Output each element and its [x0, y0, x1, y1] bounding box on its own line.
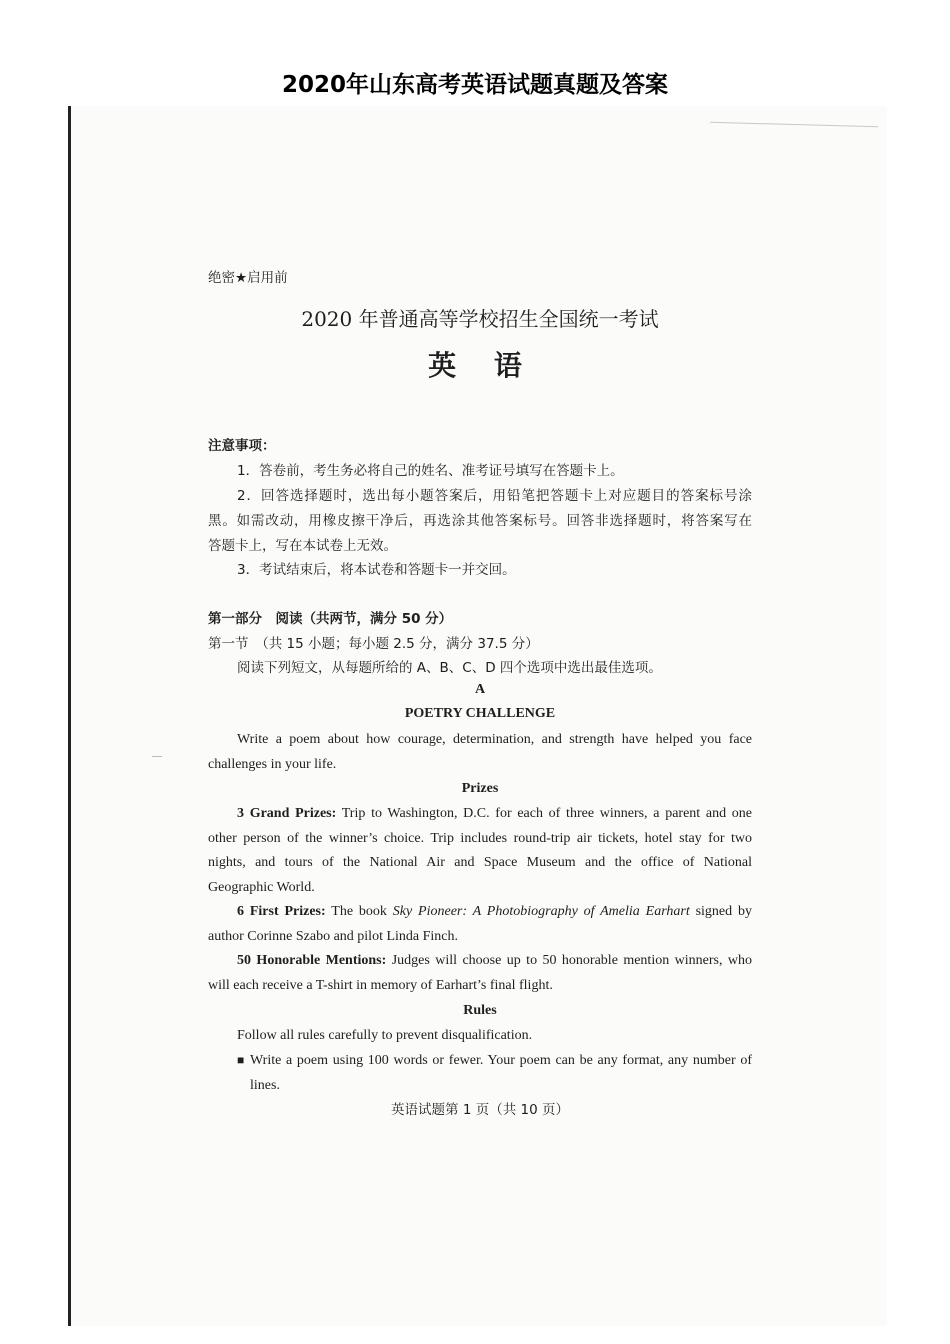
grand-prize-label: 3 Grand Prizes: — [237, 806, 337, 821]
grand-prize-line-2: other person of the winner’s choice. Trip includes round-trip air tickets, hotel stay for two — [208, 831, 752, 846]
rules-heading: Rules — [463, 1003, 497, 1018]
notice-item-2-line-2: 黑。如需改动，用橡皮擦干净后，再选涂其他答案标号。回答非选择题时，将答案写在 — [208, 513, 752, 529]
intro-line-1: Write a poem about how courage, determination, and strength have helped you face — [237, 732, 752, 747]
rules-intro: Follow all rules carefully to prevent disqualification. — [237, 1028, 533, 1043]
reading-instruction: 阅读下列短文，从每题所给的 A、B、C、D 四个选项中选出最佳选项。 — [237, 660, 662, 676]
rule-1-line-1: Write a poem using 100 words or fewer. Your poem can be any format, any number of — [250, 1053, 752, 1068]
first-prize-line-1 — [237, 904, 752, 920]
notice-item-2-line-3: 答题卡上，写在本试卷上无效。 — [208, 538, 397, 554]
subject-title: 英 语 — [428, 349, 522, 382]
honorable-mention-line-2: will each receive a T-shirt in memory of Earhart’s final flight. — [208, 978, 553, 993]
first-prize-text-b: signed by — [689, 904, 752, 919]
first-prize-label: 6 First Prizes: — [237, 904, 326, 919]
page-footer: 英语试题第 1 页（共 10 页） — [391, 1102, 569, 1118]
grand-prize-line-1 — [237, 806, 752, 822]
passage-letter: A — [474, 682, 486, 697]
scan-artifact-tick — [152, 756, 162, 757]
section-1-heading: 第一节 （共 15 小题；每小题 2.5 分，满分 37.5 分） — [208, 636, 539, 652]
notice-item-2-line-1: 2．回答选择题时，选出每小题答案后，用铅笔把答题卡上对应题目的答案标号涂 — [237, 488, 752, 504]
first-prize-book-title: Sky Pioneer: A Photobiography of Amelia Earhart — [392, 904, 690, 919]
notice-item-3: 3．考试结束后，将本试卷和答题卡一并交回。 — [237, 562, 516, 578]
first-prize-line-2: author Corinne Szabo and pilot Linda Finch. — [208, 929, 459, 944]
honorable-mention-line-1 — [237, 953, 752, 969]
intro-line-2: challenges in your life. — [208, 757, 337, 772]
grand-prize-line-3: nights, and tours of the National Air and Space Museum and the office of National — [208, 855, 752, 870]
rule-bullet-icon: ■ — [237, 1053, 245, 1067]
honorable-mention-text: Judges will choose up to 50 honorable mention winners, who — [386, 953, 752, 968]
grand-prize-text: Trip to Washington, D.C. for each of three winners, a parent and one — [336, 806, 753, 821]
passage-title: POETRY CHALLENGE — [404, 706, 556, 721]
notice-heading: 注意事项： — [208, 438, 276, 454]
grand-prize-line-4: Geographic World. — [208, 880, 315, 895]
prizes-heading: Prizes — [461, 781, 499, 796]
notice-item-1: 1．答卷前，考生务必将自己的姓名、准考证号填写在答题卡上。 — [237, 463, 624, 479]
honorable-mention-label: 50 Honorable Mentions: — [237, 953, 387, 968]
exam-name: 2020 年普通高等学校招生全国统一考试 — [301, 307, 659, 331]
part-1-heading: 第一部分 阅读（共两节，满分 50 分） — [208, 611, 453, 627]
first-prize-text-a: The book — [325, 904, 393, 919]
document-title: 2020年山东高考英语试题真题及答案 — [281, 72, 668, 98]
secret-mark: 绝密★启用前 — [208, 270, 288, 286]
rule-1-line-2: lines. — [250, 1078, 280, 1093]
